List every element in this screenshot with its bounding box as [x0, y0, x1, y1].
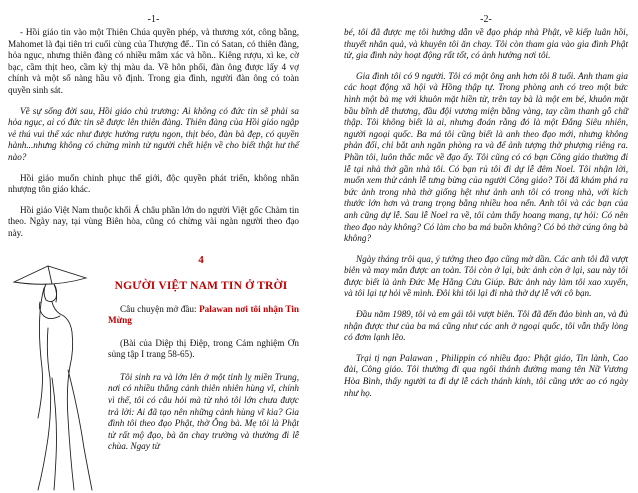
right-page: [319, 0, 638, 493]
paragraph-right-5: Trại tị nạn Palawan , Philippin có nhiều đạo: Phật giáo, Tin lành, Cao đài, Công giáo. Tôi thường đi qua ngôi thánh đường mang tên Nữ Vương Hòa Bình, thấy người ta đi dự lễ cách thánh kính, tôi cũng ước ao có ngày như họ.: [344, 352, 628, 398]
intro-highlight: Palawan nơi tôi nhận Tin Mừng: [108, 303, 299, 326]
story-paragraph: Tôi sinh ra và lớn lên ở một tỉnh lỵ miền Trung, nơi có nhiều thắng cảnh thiên nhiên hùng vĩ, chính vì thế, tôi có câu hỏi mà từ nhỏ tôi lớn chưa được trả lời: Ai đã tạo nên những cảnh hùng vĩ kia? Gia đình tôi theo đạo Phật, thờ Ông bà. Mẹ tôi là Phật tử rất mộ đạo, bà ăn chay trường và thường đi lễ chùa. Ngay từ: [108, 371, 299, 452]
chapter-number: 4: [198, 253, 204, 266]
paragraph-right-3: Ngày tháng trôi qua, ý tưởng theo đạo cũng mờ dần. Các anh tôi đã vượt biên và may mắn được an toàn. Tôi còn ở lại, bức ảnh còn ở lại, sau này tôi được biết là ảnh Đức Mẹ Hằng Cứu Giúp. Bức ảnh này làm tôi xao xuyến, và tôi lại tự hỏi về mình. Đôi khi tôi lại đi nhà thờ dự lễ với cô bạn.: [344, 253, 628, 299]
page-number-right: -2-: [480, 14, 492, 25]
woman-illustration-icon: [8, 258, 96, 493]
paragraph-right-2: Gia đình tôi có 9 người. Tôi có một ông anh hơn tôi 8 tuổi. Anh tham gia các hoạt động xã hội và Hồng thập tự. Trong phòng anh có treo một bức hình một bà mẹ với khuôn mặt hiền từ, trên tay bà là một em bé, khuôn mặt bầu bĩnh dễ thương, đầu đội vương miện bằng vàng, tay cầm thanh gỗ chữ thập. Tôi không biết là ai, nhưng đoán rằng đó là một Đẳng Siêu nhiên, người ngoại quốc. Ba má tôi cũng biết là anh theo đạo mới, nhưng không phản đối, chỉ bắt anh ngăn phòng ra và để ảnh tượng thờ phượng riêng ra. Phần tôi, luôn thắc mắc về đạo ấy. Tôi cũng có có bạn Công giáo thường đi lễ tại nhà thờ gần nhà tôi. Có bạn rủ tôi đi dự lễ đêm Noel. Tôi nhận lời, muốn xem thử cảnh lễ tưng bừng của người Công giáo? Tôi đã khám phá ra bức ảnh trong nhà thờ giống hệt như ảnh anh tôi có trong nhà, với kích thước lớn hơn và trang trọng bằng nhiều hoa nến. Anh tôi và các bạn của anh cũng dự lễ. Sau lễ Noel ra về, tôi cảm thấy hoang mang, tự hỏi: Có nên theo đạo này không? Có làm cho ba má buồn không? Có bỏ thờ cúng ông bà không?: [344, 70, 628, 244]
intro-line: [108, 304, 299, 327]
paragraph-right-1: bé, tôi đã được mẹ tôi hướng dẫn về đạo pháp nhà Phật, về kiếp luân hồi, thuyết nhân quả, và khuyên tôi ăn chay. Tôi còn tham gia vào gia đình Phật tử, gia đình này hoạt động rất tốt, có ảnh hưởng nơi tôi.: [344, 27, 628, 61]
paragraph-right-4: Đầu năm 1989, tôi và em gái tôi vượt biên. Tôi đã đến đảo bình an, và đủ nhận được thư của ba má cũng như các anh ở ngoại quốc, tôi vẫn thấy lòng có đơm lạnh lẽo.: [344, 309, 628, 343]
paragraph-left-2: Về sự sống đời sau, Hồi giáo chủ trương: Ai không có đức tin sẽ phải sa hỏa ngục, ai có đức tin sẽ được lên thiên đàng. Thiên đàng của Hồi giáo ngập vẻ thú vui thể xác như được hưởng rượu ngon, thịt béo, đàn bà đẹp, có quyền hành...nhưng không có chừng mình từ người chết hiện về cho biết thật hư thế nào?: [8, 105, 299, 162]
source-note: (Bài của Diệp thị Điệp, trong Cám nghiệm Ơn sủng tập I trang 58-65).: [108, 337, 299, 360]
page-number-left: -1-: [147, 14, 160, 25]
paragraph-left-1: - Hồi giáo tin vào một Thiên Chúa quyền phép, và thương xót, công bằng, Mahomet là đại tiên tri cuối cùng của Thượng đế.. Tin có Satan, có thiên đàng, hỏa ngục, nhưng thiên đàng có nhiều mâm xác và hồn.. Kiêng rượu, xì ke, cờ bạc, cầm thịt heo, cầm kỳ thị màu da. Về hôn phối, đàn ông được lấy 4 vợ chính và một số nàng hầu vô định. Trong gia đình, người đàn ông có toàn quyền sinh sát.: [8, 27, 299, 95]
intro-prefix: Câu chuyện mở đầu:: [120, 303, 200, 314]
paragraph-left-4: Hồi giáo Việt Nam thuộc khối Á châu phần lớn do người Việt gốc Chàm tin theo. Ngày nay, tại vùng Biên hòa, cũng có chừng vài ngàn người theo đạo này.: [8, 204, 299, 238]
paragraph-left-3: Hồi giáo muốn chinh phục thế giới, độc quyền phát triển, không nhân nhượng tôn giáo khác.: [8, 172, 299, 195]
story-column: [108, 304, 299, 454]
chapter-title: NGƯỜI VIỆT NAM TIN Ở TRỜI: [114, 279, 288, 292]
woman-with-hat-illustration: [8, 258, 96, 493]
